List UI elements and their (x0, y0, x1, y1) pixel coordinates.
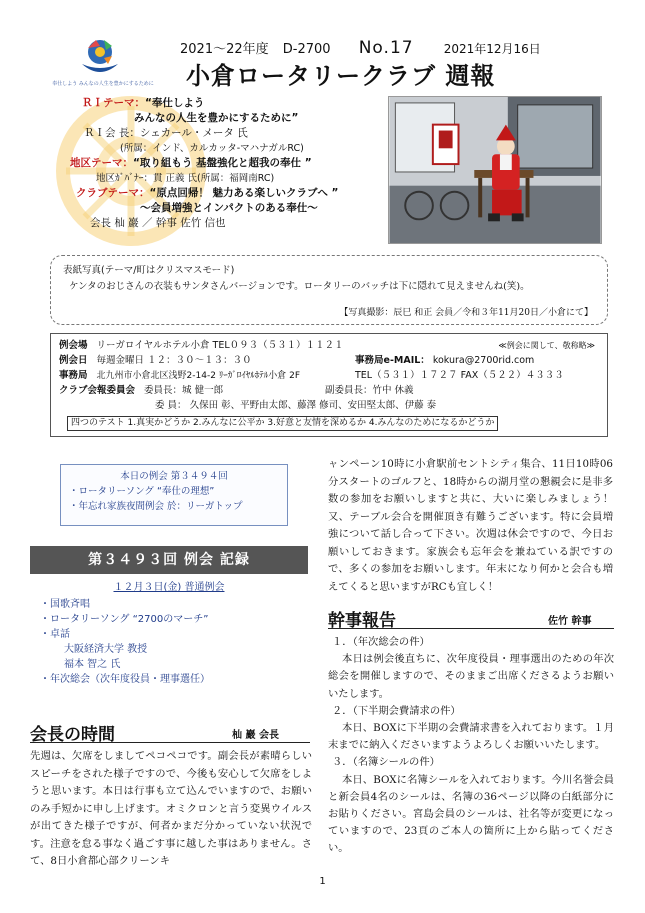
club-theme-text1: “原点回帰！ 魅力ある楽しいクラブへ ” (149, 187, 339, 199)
page-number: 1 (319, 876, 326, 887)
club-title: 小倉ロータリークラブ 週報 (186, 61, 496, 90)
rotary-logo (78, 36, 122, 76)
district: D-2700 (282, 42, 331, 57)
report-item-body: 本日、BOXに下半期の会費請求書を入れております。１月末までに納入くださいますようよろしくお願いいたします。 (328, 722, 614, 752)
cover-photo (388, 96, 602, 244)
club-theme-line2: ～会員増強とインパクトのある奉仕～ (140, 202, 318, 214)
issue-date: 2021年12月16日 (443, 42, 541, 56)
report-item-body: 本日、BOXに名簿シールを入れております。今川名誉会員と新会員4名のシールは、名簿の36ページ以降の白紙部分にお貼りください。宮島会員のシールは、社名等が変更になっていますので、23頁のご本人の箇所に上から貼ってください。 (328, 773, 614, 855)
ri-theme-label: ＲＩテーマ： (82, 97, 145, 109)
secretary-author: 佐竹 幹事 (548, 616, 592, 627)
report-item-body: 本日は例会後直ちに、次年度役員・理事選出のための年次総会を開催しますので、そのままご出席くださるようお願いいたします。 (328, 653, 614, 700)
today-item: ・ロータリーソング “奉仕の理想” (69, 486, 215, 497)
club-theme-line1 (76, 186, 396, 201)
meeting-record-heading: 第３４９３回 例会 記録 (30, 546, 308, 574)
committee-chair: 委員長：城 健一郎 (144, 385, 224, 396)
committee-members: 久保田 彰、平野由太郎、藤澤 修司、安田堅太郎、伊藤 泰 (189, 400, 437, 411)
venue-row (59, 338, 599, 353)
club-theme-label: クラブテーマ： (76, 187, 150, 199)
president-author: 杣 巖 会長 (232, 730, 279, 741)
photo-credit: 【写真撮影：辰巳 和正 会員／令和３年11月20日／小倉にて】 (339, 308, 593, 318)
header-line (180, 38, 541, 58)
president-section-title: 会長の時間 (30, 725, 115, 745)
office-address: 北九州市小倉北区浅野2-14-2 ﾘｰｶﾞﾛｲﾔﾙﾎﾃﾙ小倉 2F (96, 371, 301, 381)
secretary-section-title: 幹事報告 (328, 611, 396, 631)
report-item-heading: ３．（名簿シールの件） (332, 756, 440, 769)
meeting-day-label: 例会日 (59, 355, 88, 366)
committee-row (59, 383, 599, 398)
record-item: ・年次総会（次年度役員・理事選任） (40, 674, 210, 685)
speaker-title: 大阪経済大学 教授 (64, 644, 148, 655)
district-theme (70, 156, 390, 171)
four-way-test: 四つのテスト 1.真実かどうか 2.みんなに公平か 3.好意と友情を深めるか 4.みんなのためになるかどうか (67, 416, 498, 431)
district-governor: 地区ｶﾞﾊﾞﾅｰ：貫 正義 氏(所属：福岡南RC) (96, 173, 275, 184)
record-item: ・ロータリーソング “2700のマーチ” (40, 614, 209, 625)
meeting-day-value: 毎週金曜日 １２：３０～１３：３０ (96, 355, 252, 366)
secretary-body (328, 634, 614, 858)
report-item-heading: ２．（下半期会費請求の件） (332, 704, 461, 717)
meeting-record-body (30, 574, 308, 687)
speaker-name: 福本 智之 氏 (64, 659, 121, 670)
email-address[interactable]: kokura@2700rid.com (432, 355, 535, 366)
email-label: 事務局e-MAIL： (355, 355, 430, 366)
ri-president: ＲＩ会 長：シェカール・メータ 氏 (84, 127, 248, 139)
office-row (59, 368, 599, 383)
ri-theme-line2: みんなの人生を豊かにするために” (134, 112, 299, 124)
today-item: ・年忘れ家族夜間例会 於：リーガトップ (69, 501, 243, 512)
president-rule (30, 742, 310, 743)
four-way-test-row (59, 415, 599, 430)
committee-members-label: 委 員： (155, 400, 187, 411)
venue-value: リーガロイヤルホテル小倉 TEL０９３（５３１）１１２１ (96, 340, 344, 351)
meeting-day-row (59, 353, 599, 368)
logo-tagline: 奉仕しよう みんなの人生を豊かにするために (52, 81, 154, 87)
today-meeting-title: 本日の例会 第３４９４回 (120, 471, 228, 482)
themes-block (70, 96, 390, 231)
committee-label: クラブ会報委員会 (59, 385, 136, 396)
report-item-heading: １．（年次総会の件） (332, 636, 430, 648)
president-body: 先週は、欠席をしましてペコペコです。副会長が素晴らしいスピーチをされた様子ですので、今後も安心して欠席をしようと思います。本日は行事も立て込んでいますので、お願いのみ手短かに申し上げます。オミクロンと言う変異ウイルスが出てきた様子ですが、何者かまだ分かっていない状況です。注意を怠る事なく過ごす事に越した事はありません。さて、8日小倉都心部クリーンキ (30, 750, 312, 867)
ri-president-affiliation: (所属：インド、カルカッタ-マハナガルRC) (120, 143, 304, 154)
ri-theme-line1 (82, 96, 402, 111)
office-label: 事務局 (59, 370, 88, 381)
cover-caption-box (50, 255, 608, 325)
meeting-record-date: １２月３日(金) 普通例会 (113, 582, 225, 593)
president-body-continued: ャンペーン10時に小倉駅前セントシティ集合、11日10時06分スタートのゴルフと、18時からの湖月堂の懇親会に是非多数の参加をお願いしますと共に、大いに楽しみましょう！ 又、テーブル会合を開催頂き有難うございます。特に会員増強について話し合って下さい。次週は休会ですので、今日お願いしておきます。家族会も忘年会を兼ねている訳ですので、多くの参加をお願いします。年末になり何かと会合も増えてくると思いますがRCも宜しく！ (328, 458, 613, 593)
committee-members-row (59, 398, 599, 413)
record-item: ・卓話 (40, 629, 70, 640)
record-item: ・国歌斉唱 (40, 599, 90, 610)
term: 2021～22年度 (180, 42, 269, 57)
office-phone-fax: TEL（５３１）１７２７ FAX（５２２）４３３３ (355, 370, 564, 381)
club-info-box (50, 333, 608, 437)
ri-theme-text1: “奉仕しよう (145, 97, 205, 109)
officers: 会長 杣 巖 ／ 幹事 佐竹 信也 (90, 217, 226, 229)
venue-label: 例会場 (59, 340, 88, 351)
honorific-note: ≪例会に関して、敬称略≫ (498, 341, 595, 350)
issue-number: No.17 (358, 38, 414, 58)
district-theme-label: 地区テーマ： (70, 157, 133, 169)
today-meeting-box (60, 464, 288, 526)
cover-caption-body: ケンタのおじさんの衣装もサンタさんバージョンです。ロータリーのバッチは下に隠れて見えませんね(笑)。 (69, 281, 530, 292)
secretary-rule (328, 628, 614, 629)
email-field (355, 353, 534, 368)
district-theme-text: “取り組もう 基盤強化と超我の奉仕 ” (133, 157, 312, 169)
committee-vice-chair: 副委員長：竹中 休義 (325, 385, 414, 396)
cover-caption-title: 表紙写真(テーマ/町はクリスマスモード) (63, 265, 235, 276)
